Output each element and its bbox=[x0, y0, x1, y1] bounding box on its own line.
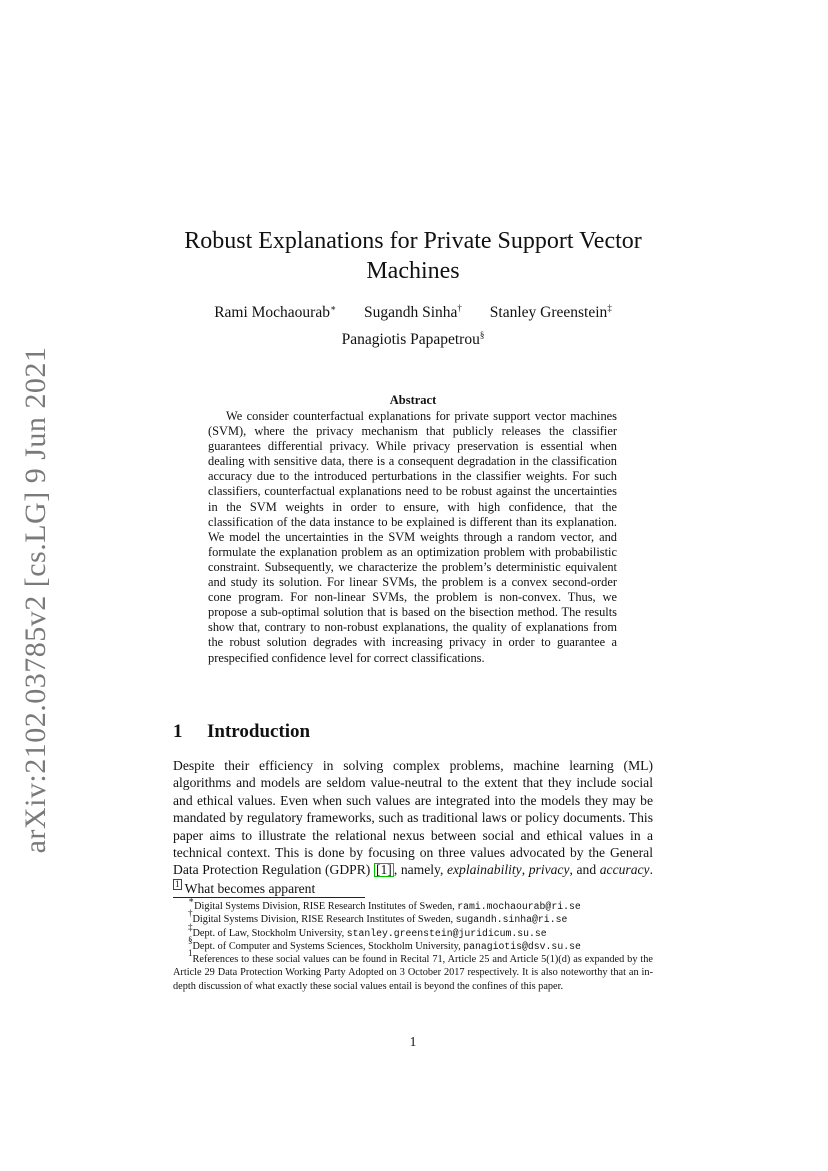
page-number: 1 bbox=[409, 1034, 417, 1049]
author-1: Rami Mochaourab∗ bbox=[214, 303, 337, 321]
footnote-link[interactable]: 1 bbox=[175, 878, 180, 889]
footnote-item: †Digital Systems Division, RISE Research Institutes of Sweden, sugandh.sinha@ri.se bbox=[188, 908, 568, 926]
author-4: Panagiotis Papapetrou§ bbox=[341, 330, 485, 348]
footnote-item: ‡Dept. of Law, Stockholm University, stanley.greenstein@juridicum.su.se bbox=[188, 921, 547, 939]
section-number: 1 bbox=[173, 721, 183, 742]
author-list bbox=[150, 302, 676, 324]
email-address: rami.mochaourab@ri.se bbox=[457, 901, 581, 912]
email-address: panagiotis@dsv.su.se bbox=[463, 940, 581, 952]
footnote-item: $^1$References to these social values can be found in Recital 71, Article 25 and Article 5(1)(d) as expanded by the Article 29 Data Protection Working Party Adopted on 3 October 2017 respectively. It is also noteworthy that an in-depth discussion of what exactly these social values entail is beyond the confines of this paper. bbox=[173, 948, 653, 992]
section-heading bbox=[173, 721, 310, 743]
footnotes bbox=[173, 895, 653, 993]
paper-title: Robust Explanations for Private Support Vector Machines bbox=[184, 228, 642, 284]
author-3: Stanley Greenstein‡ bbox=[489, 303, 612, 321]
email-address: sugandh.sinha@ri.se bbox=[455, 914, 568, 926]
author-list-second-line bbox=[150, 329, 676, 351]
section-title: Introduction bbox=[207, 721, 311, 742]
citation-link[interactable]: [1] bbox=[375, 862, 392, 878]
footnote-item: §Dept. of Computer and Systems Sciences, Stockholm University, panagiotis@dsv.su.se bbox=[188, 934, 581, 952]
arxiv-identifier-text: arXiv:2102.03785v2 [cs.LG] 9 Jun 2021 bbox=[19, 346, 52, 854]
author-2: Sugandh Sinha† bbox=[363, 303, 462, 321]
abstract-text: We consider counterfactual explanations for private support vector machines (SVM), where the privacy mechanism that publicly releases the classifier guarantees differential privacy. While privacy preservation is essential when dealing with sensitive data, there is a consequent degradation in the classification accuracy due to the introduced perturbations in the classifier weights. For such classifiers, counterfactual explanations need to be robust against the uncertainties in the SVM weights in order to ensure, with high confidence, that the classification of the data instance to be explained is different than its explanation. We model the uncertainties in the SVM weights through a random vector, and formulate the explanation problem as an optimization problem with probabilistic constraint. Subsequently, we characterize the problem’s deterministic equivalent and study its solution. For linear SVMs, the problem is a convex second-order cone program. For non-linear SVMs, the problem is non-convex. Thus, we propose a sub-optimal solution that is based on the bisection method. The results show that, contrary to non-robust explanations, the quality of explanations from the robust solution degrades with increasing privacy in order to guarantee a prespecified confidence level for correct classifications. bbox=[208, 409, 617, 665]
email-address: stanley.greenstein@juridicum.su.se bbox=[346, 927, 547, 939]
footnote-item: ∗Digital Systems Division, RISE Research Institutes of Sweden, rami.mochaourab@ri.se bbox=[188, 895, 581, 912]
introduction-paragraph: Despite their efficiency in solving complex problems, machine learning (ML) algorithms and models are seldom value-neutral to the extent that they include social and ethical values. Even when such values are integrated into the models they may be mandated by regulatory frameworks, such as traditional laws or policy documents. This paper aims to illustrate the relational nexus between social and ethical values in a technical context. This is done by focusing on three values advocated by the General Data Protection Regulation (GDPR) [1] , namely, explainability, privacy, and accuracy.1 What becomes apparent bbox=[173, 758, 653, 896]
footnote-divider bbox=[173, 897, 365, 898]
abstract-heading: Abstract bbox=[389, 393, 437, 407]
